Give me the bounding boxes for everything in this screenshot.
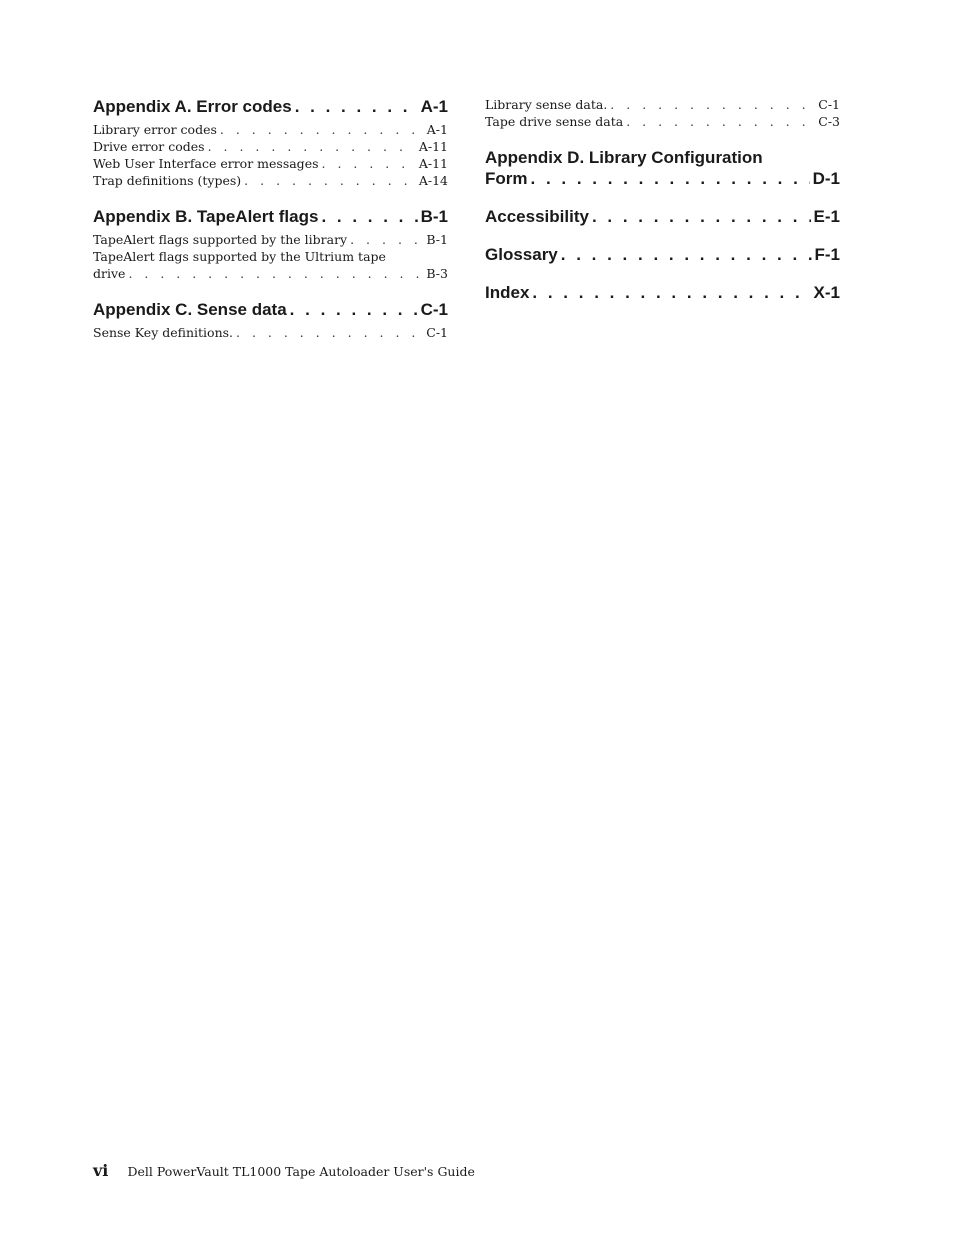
toc-entry-title: Drive error codes [93,139,205,154]
toc-page-number: D-1 [812,169,840,188]
toc-section-index[interactable] [485,282,840,303]
dot-leader [290,299,418,320]
toc-section-title: Index [485,283,530,302]
toc-section-title: Appendix B. TapeAlert flags [93,207,319,226]
toc-entry[interactable] [485,113,840,130]
toc-entry-title: Library sense data. [485,97,608,112]
toc-section-appendix-a[interactable] [93,96,448,117]
toc-right-column [485,96,840,303]
toc-entry[interactable] [93,155,448,172]
toc-entry[interactable] [93,172,448,189]
toc-section-appendix-c[interactable] [93,299,448,320]
toc-entry[interactable] [93,121,448,138]
dot-leader [322,155,416,172]
toc-page-number: F-1 [814,245,840,264]
toc-left-column [93,96,448,341]
toc-entry[interactable] [93,248,448,282]
toc-section-title-line2: Form [485,169,528,188]
dot-leader [244,172,416,189]
toc-section-title: Accessibility [485,207,589,226]
toc-entry-title-line2: drive [93,266,126,281]
toc-entry[interactable] [93,324,448,341]
toc-entry[interactable] [93,138,448,155]
dot-leader [532,282,810,303]
toc-page-number: C-1 [420,300,448,319]
toc-entry-title: TapeAlert flags supported by the library [93,232,348,247]
dot-leader [561,244,812,265]
toc-section-appendix-d[interactable] [485,147,840,189]
toc-section-glossary[interactable] [485,244,840,265]
toc-entry-title: Library error codes [93,122,217,137]
toc-section-title: Appendix A. Error codes [93,97,292,116]
toc-section-accessibility[interactable] [485,206,840,227]
toc-entry-title: Web User Interface error messages [93,156,319,171]
toc-page-number: X-1 [813,283,840,302]
toc-section-appendix-b[interactable] [93,206,448,227]
footer-book-title: Dell PowerVault TL1000 Tape Autoloader User's Guide [127,1164,475,1179]
toc-section-title: Glossary [485,245,558,264]
toc-entry[interactable] [485,96,840,113]
dot-leader [610,96,815,113]
toc-page-number: B-1 [420,207,448,226]
toc-section-title: Appendix C. Sense data [93,300,287,319]
dot-leader [295,96,418,117]
toc-page-number: A-1 [420,97,448,116]
toc-page-number: A-1 [426,122,448,137]
toc-entry-title-line1: TapeAlert flags supported by the Ultrium tape [93,249,386,264]
dot-leader [236,324,423,341]
footer-page-number: vi [93,1161,109,1180]
toc-entry-title: Trap definitions (types) [93,173,242,188]
toc-entry-title: Sense Key definitions. [93,325,234,340]
toc-page-number: C-1 [426,325,448,340]
page-footer [93,1161,475,1180]
dot-leader [592,206,811,227]
toc-page-number: E-1 [813,207,840,226]
toc-page-number: C-1 [818,97,840,112]
toc-page-number: B-3 [426,266,448,281]
dot-leader [350,231,423,248]
dot-leader [626,113,815,130]
toc-section-title-line1: Appendix D. Library Configuration [485,148,763,167]
toc-page-number: A-14 [418,173,448,188]
toc-entry[interactable] [93,231,448,248]
dot-leader [220,121,424,138]
toc-page-number: A-11 [418,139,448,154]
dot-leader [531,168,810,189]
dot-leader [128,265,423,282]
toc-page-number: A-11 [418,156,448,171]
dot-leader [321,206,417,227]
toc-page-number: B-1 [426,232,448,247]
toc-entry-title: Tape drive sense data [485,114,624,129]
dot-leader [208,138,416,155]
toc-page-number: C-3 [818,114,840,129]
